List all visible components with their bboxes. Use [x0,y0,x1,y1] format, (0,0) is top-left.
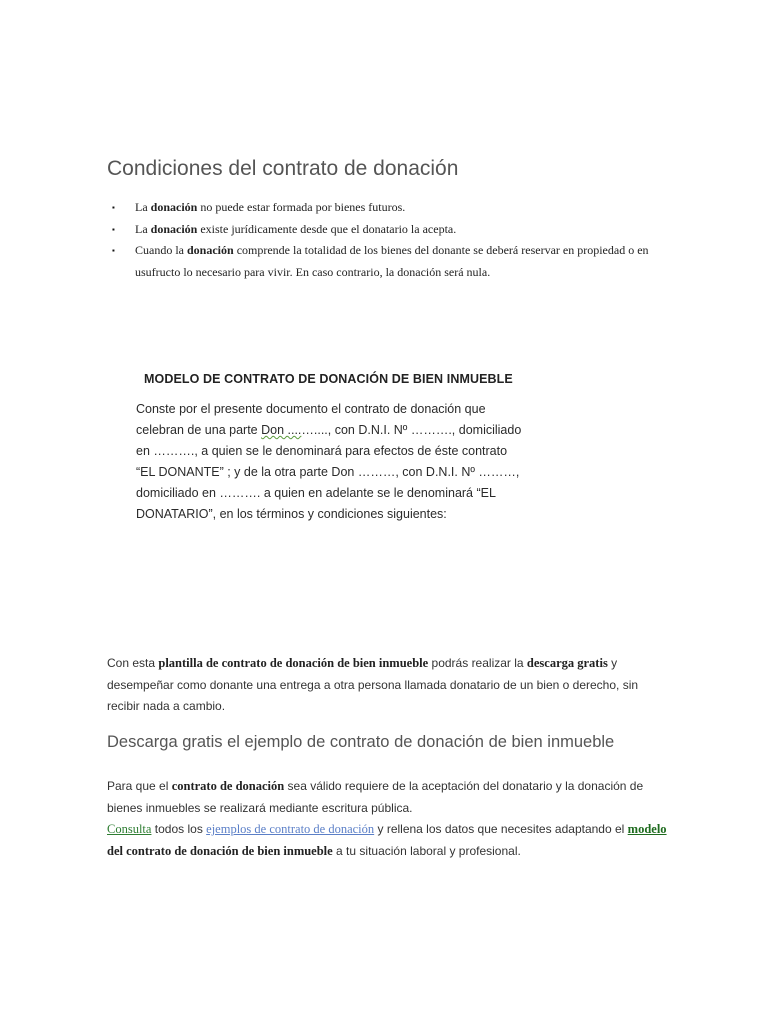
info-paragraph [107,776,667,862]
bullet-icon: ▪ [112,203,115,212]
modelo-link[interactable]: modelo [627,822,667,836]
list-item [110,197,670,219]
examples-link[interactable]: ejemplos de contrato de donación [206,822,375,836]
model-line-part: celebran de una parte [136,423,262,437]
model-title: MODELO DE CONTRATO DE DONACIÓN DE BIEN INMUEBLE [144,372,513,386]
bullet-icon: ▪ [112,224,115,234]
bullet-icon: ▪ [112,246,115,255]
list-item [110,240,670,283]
model-line: “EL DONANTE” ; y de la otra parte Don ………, con D.N.I. Nº ………, [136,465,520,479]
text: sea válido requiere de la aceptación del donatario y la donación de bienes inmuebles se realizará mediante escritura pública. [107,779,644,815]
model-line: DONATARIO”, en los términos y condiciones siguientes: [136,507,447,521]
bullet-text-pre: Cuando la [135,243,187,257]
page-heading: Condiciones del contrato de donación [107,157,459,180]
conditions-list [110,197,670,283]
model-line [136,420,546,441]
contract-model-image [136,372,556,525]
text: a tu situación laboral y profesional. [332,843,521,858]
bullet-bold: donación [187,243,234,257]
bullet-bold: donación [150,221,198,236]
text: y desempeñar como donante una entrega a otra persona llamada donatario de un bien o derecho, sin recibir nada a cambio. [107,656,639,713]
bullet-bold: donación [150,200,198,214]
text: y rellena los datos que necesites adaptando el [374,822,628,836]
model-line: en ………., a quien se le denominará para efectos de éste contrato [136,444,508,458]
consulta-link[interactable]: Consulta [107,822,152,836]
text: todos los [151,822,207,836]
model-line-squiggle: Don .... [261,423,302,437]
bold-text: descarga gratis [526,656,608,670]
bullet-text-post: existe jurídicamente desde que el donatario la acepta. [197,221,457,236]
bullet-text-pre: La [135,221,151,236]
bold-text: plantilla de contrato de donación de bien inmueble [158,656,429,670]
bullet-text-post: no puede estar formada por bienes futuros. [197,200,406,214]
model-line-part: …...., con D.N.I. Nº ………., domiciliado [301,423,522,437]
text: Para que el [107,779,172,793]
text: Con esta [107,656,159,670]
bold-text: del contrato de donación de bien inmueble [107,843,333,858]
bullet-text-post: comprende la totalidad de los bienes del donante se deberá reservar en propiedad o en usufructo lo necesario para vivir. En caso contrario, la donación será nula. [135,243,649,279]
paragraph-block [107,819,667,862]
text: podrás realizar la [428,656,527,670]
section-heading: Descarga gratis el ejemplo de contrato de donación de bien inmueble [107,733,615,751]
bold-text: contrato de donación [171,779,285,793]
intro-paragraph [107,653,667,718]
model-body [136,399,546,525]
model-line: Conste por el presente documento el contrato de donación que [136,402,486,416]
paragraph-block [107,776,667,819]
list-item [110,219,670,241]
model-line: domiciliado en ………. a quien en adelante se le denominará “EL [136,486,496,500]
bullet-text-pre: La [135,200,151,214]
